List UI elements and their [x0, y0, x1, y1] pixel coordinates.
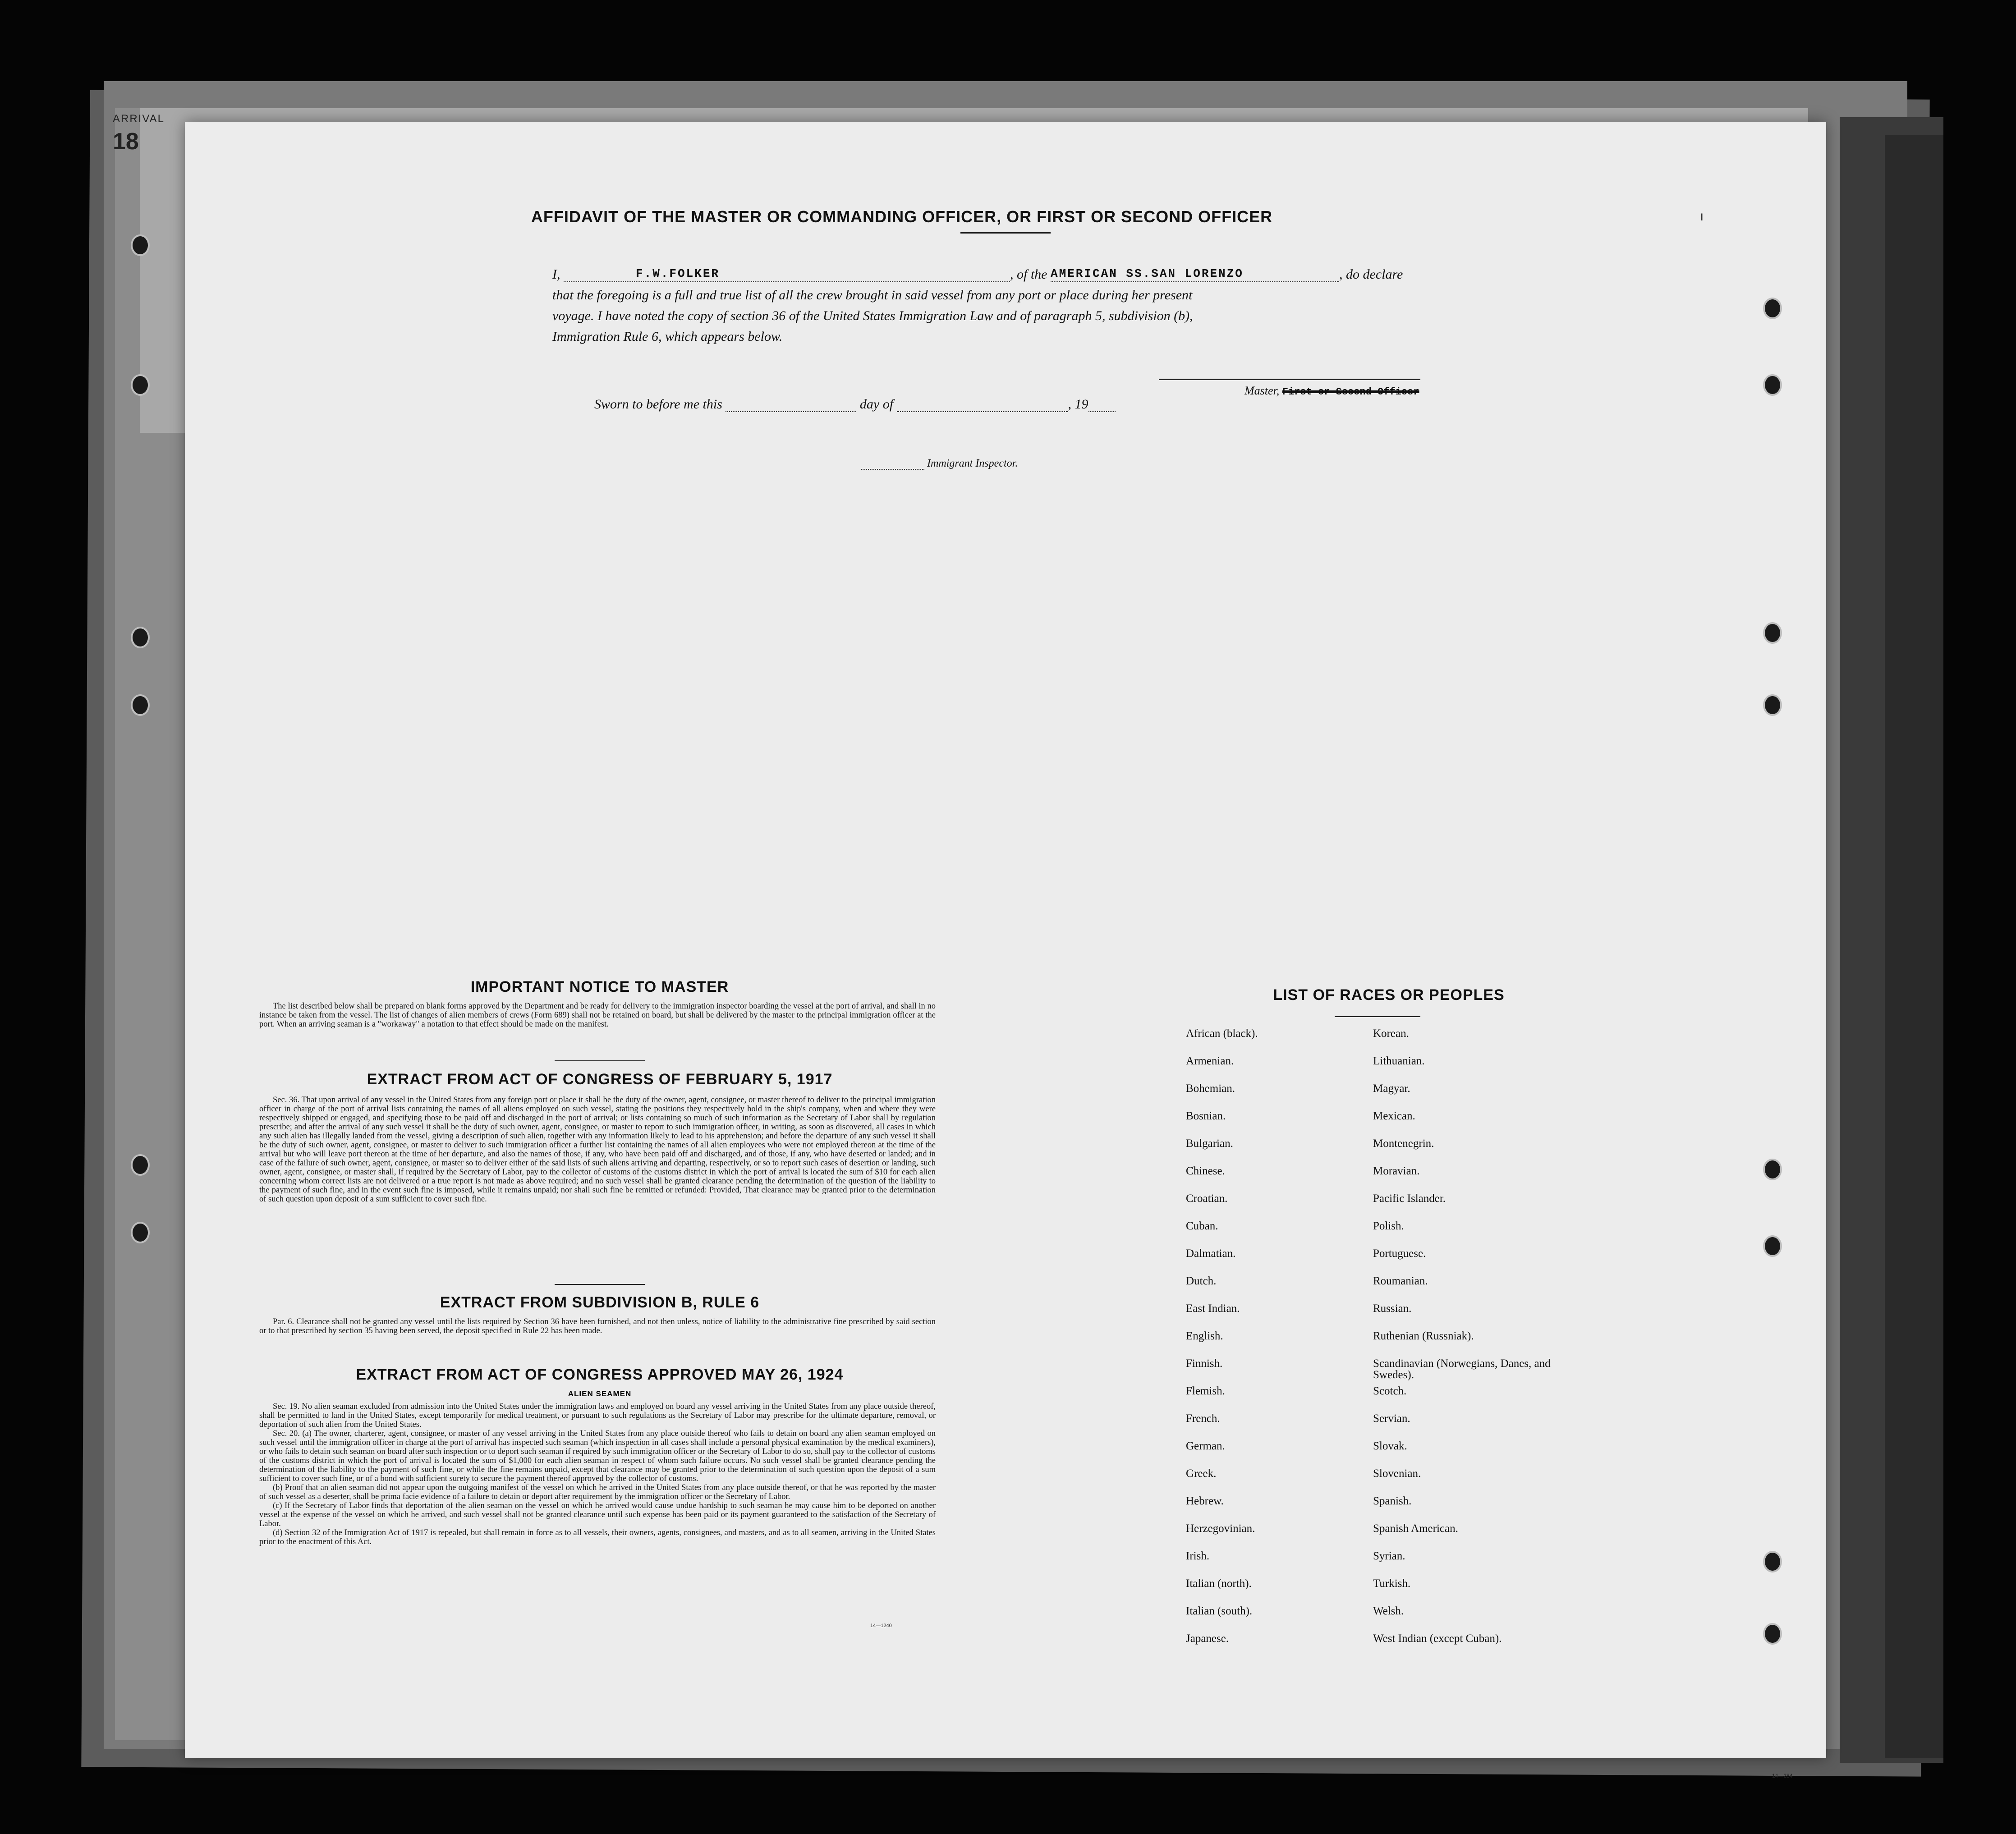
- punch-hole: [131, 234, 150, 256]
- inspector-label: Immigrant Inspector.: [927, 458, 1018, 469]
- day-of-label: day of: [859, 397, 894, 412]
- race-item: Cuban.: [1186, 1220, 1218, 1232]
- do-declare-label: , do declare: [1339, 267, 1403, 282]
- race-item: Moravian.: [1373, 1165, 1420, 1177]
- punch-hole: [1763, 1159, 1782, 1180]
- race-item: Italian (north).: [1186, 1577, 1252, 1590]
- race-item: Finnish.: [1186, 1357, 1223, 1370]
- race-item: Japanese.: [1186, 1632, 1229, 1645]
- punch-hole: [131, 1222, 150, 1243]
- punch-hole: [1763, 1235, 1782, 1257]
- punch-hole: [131, 627, 150, 648]
- sworn-line: [594, 397, 1116, 412]
- extract-rule6-title: EXTRACT FROM SUBDIVISION B, RULE 6: [440, 1294, 760, 1311]
- race-item: Greek.: [1186, 1467, 1217, 1480]
- race-item: Bulgarian.: [1186, 1137, 1233, 1150]
- sec-20c-text: (c) If the Secretary of Labor finds that deportation of the alien seaman on the vessel on which he arrived would cause undue hardship to such seaman he may cause him to be deported on another vessel at the expense of the vessel on which he arrived, and such vessel shall not be granted clearance until such expense has been paid or its payment guaranteed to the satisfaction of the Secretary of Labor.: [259, 1501, 936, 1528]
- master-name: F.W.FOLKER: [636, 267, 720, 280]
- race-item: Lithuanian.: [1373, 1055, 1425, 1067]
- of-the-label: , of the: [1010, 267, 1047, 282]
- punch-hole: [131, 694, 150, 716]
- extract-1924-title: EXTRACT FROM ACT OF CONGRESS APPROVED MAY 26, 1924: [356, 1366, 844, 1383]
- section-divider: [555, 1284, 645, 1285]
- affidavit-line-1: [552, 267, 1403, 282]
- extract-1924-text: [259, 1402, 936, 1546]
- race-item: Bohemian.: [1186, 1082, 1235, 1095]
- race-item: Slovenian.: [1373, 1467, 1421, 1480]
- race-item: Ruthenian (Russniak).: [1373, 1330, 1474, 1342]
- notice-text: The list described below shall be prepared on blank forms approved by the Department and be ready for delivery to the immigration inspector boarding the vessel at the port of arrival, and shall in no instance be taken from the vessel. The list of changes of alien members of crews (Form 689) shall not be retained on board, but shall be delivered by the master to the principal immigration officer at the port. When an arriving seaman is a "workaway" a notation to that effect should be made on the manifest.: [259, 1002, 936, 1029]
- affidavit-title: AFFIDAVIT OF THE MASTER OR COMMANDING OFFICER, OR FIRST OR SECOND OFFICER: [531, 207, 1273, 226]
- race-item: French.: [1186, 1412, 1220, 1425]
- race-item: Flemish.: [1186, 1385, 1225, 1397]
- race-item: Armenian.: [1186, 1055, 1234, 1067]
- extract-1917-text: Sec. 36. That upon arrival of any vessel in the United States from any foreign port or place it shall be the duty of the owner, agent, consignee, or master thereof to deliver to the principal immigration officer in charge of the port of arrival lists containing the names of all aliens employed on such vessel, stating the positions they respectively hold in the ship's company, when and where they were respectively shipped or engaged, and specifying those to be paid off and discharged in the port of arrival; or lists containing so much of such information as the Secretary of Labor shall by regulation prescribe; and after the arrival of any such vessel it shall be the duty of such owner, agent, consignee, or master to report to such immigration officer, in writing, as soon as discovered, all cases in which any such alien has illegally landed from the vessel, giving a description of such alien, together with any information likely to lead to his apprehension; and before the departure of any such vessel it shall be the duty of such owner, agent, consignee, or master to deliver to such immigration officer a further list containing the names of all alien employees who were not employed thereon at the time of the arrival but who will leave port thereon at the time of her departure, and also the names of those, if any, who have been paid off and discharged, and of those, if any, who have deserted or landed; and in case of the failure of such owner, agent, consignee, or master so to deliver either of the said lists of such aliens arriving and departing, respectively, or so to report such cases of desertion or landing, such owner, agent, consignee, or master shall, if required by the Secretary of Labor, pay to the collector of customs of the customs district in which the port of arrival is located the sum of $10 for each alien concerning whom correct lists are not delivered or a true report is not made as above required; and no such vessel shall be granted clearance pending the determination of the question of the liability to the payment of such fine, and in the event such fine is imposed, while it remains unpaid; nor shall such fine be remitted or refunded: Provided, That clearance may be granted prior to the determination of such question upon deposit of a sum sufficient to cover such fine.: [259, 1096, 936, 1204]
- race-item: Spanish.: [1373, 1495, 1412, 1507]
- inspector-line: [861, 458, 1018, 470]
- race-item: Dutch.: [1186, 1275, 1217, 1287]
- race-item: East Indian.: [1186, 1302, 1240, 1315]
- race-item: Scotch.: [1373, 1385, 1407, 1397]
- race-item: Roumanian.: [1373, 1275, 1428, 1287]
- i-label: I,: [552, 267, 560, 282]
- extract-1917-title: EXTRACT FROM ACT OF CONGRESS OF FEBRUARY 5, 1917: [367, 1071, 833, 1088]
- sworn-label: Sworn to before me this: [594, 397, 722, 412]
- races-title: LIST OF RACES OR PEOPLES: [1273, 986, 1505, 1004]
- margin-mark: ı: [1700, 209, 1704, 224]
- punch-hole: [1763, 1551, 1782, 1573]
- title-divider: [960, 232, 1051, 234]
- race-item: Herzegovinian.: [1186, 1522, 1255, 1535]
- sec-20d-text: (d) Section 32 of the Immigration Act of 1917 is repealed, but shall remain in force as to all vessels, their owners, agents, consignees, and masters, and as to all seamen, arriving in the United States prior to the enactment of this Act.: [259, 1528, 936, 1546]
- race-item: Montenegrin.: [1373, 1137, 1434, 1150]
- section-divider: [555, 1060, 645, 1061]
- race-item: Welsh.: [1373, 1605, 1404, 1617]
- punch-hole: [131, 1154, 150, 1176]
- race-item: Servian.: [1373, 1412, 1410, 1425]
- punch-hole: [1763, 1623, 1782, 1645]
- master-title-line: [1245, 384, 1419, 398]
- race-item: Magyar.: [1373, 1082, 1410, 1095]
- sec-19-text: Sec. 19. No alien seaman excluded from admission into the United States under the immigration laws and employed on board any vessel arriving in the United States from any place outside thereof, shall be permitted to land in the United States, except temporarily for medical treatment, or pursuant to such regulations as the Secretary of Labor may prescribe for the ultimate departure, removal, or deportation of such alien from the United States.: [259, 1402, 936, 1429]
- races-right-column: [1373, 1028, 1562, 1660]
- race-item: Turkish.: [1373, 1577, 1411, 1590]
- alien-seamen-subtitle: ALIEN SEAMEN: [568, 1389, 632, 1398]
- punch-hole: [1763, 622, 1782, 644]
- race-item: Chinese.: [1186, 1165, 1225, 1177]
- race-item: African (black).: [1186, 1027, 1258, 1040]
- extract-rule6-text: Par. 6. Clearance shall not be granted any vessel until the lists required by Section 36 have been furnished, and not then unless, notice of liability to the administrative fine prescribed by said section or to that prescribed by section 35 having been served, the deposit specified in Rule 22 has been made.: [259, 1317, 936, 1335]
- year-label: , 19: [1068, 397, 1088, 412]
- race-item: Irish.: [1186, 1550, 1210, 1562]
- races-left-column: [1186, 1028, 1258, 1660]
- race-item: Scandinavian (Norwegians, Danes, and Swedes).: [1373, 1357, 1551, 1381]
- corner-form-number: 14—284: [1772, 1773, 1793, 1779]
- punch-hole: [1763, 694, 1782, 716]
- struck-officer-text: First or Second Officer: [1282, 386, 1419, 398]
- stamp-number: 18: [113, 128, 139, 155]
- race-item: Mexican.: [1373, 1110, 1415, 1122]
- race-item: Pacific Islander.: [1373, 1192, 1446, 1205]
- race-item: Polish.: [1373, 1220, 1404, 1232]
- back-sheet-edge: [1885, 135, 1943, 1758]
- notice-title: IMPORTANT NOTICE TO MASTER: [470, 978, 729, 995]
- race-item: Dalmatian.: [1186, 1247, 1236, 1260]
- punch-hole: [131, 374, 150, 396]
- race-item: Croatian.: [1186, 1192, 1228, 1205]
- race-item: Spanish American.: [1373, 1522, 1458, 1535]
- stamp-label: ARRIVAL: [113, 113, 165, 125]
- punch-hole: [1763, 374, 1782, 396]
- affidavit-line-4: Immigration Rule 6, which appears below.: [552, 329, 783, 344]
- race-item: Syrian.: [1373, 1550, 1405, 1562]
- race-item: Bosnian.: [1186, 1110, 1226, 1122]
- master-label: Master,: [1245, 384, 1280, 397]
- race-item: German.: [1186, 1440, 1225, 1452]
- arrival-stamp: [113, 113, 185, 185]
- sec-20b-text: (b) Proof that an alien seaman did not appear upon the outgoing manifest of the vessel on which he arrived in the United States from any place outside thereof, or that he was reported by the master of such vessel as a deserter, shall be prima facie evidence of a failure to detain or deport after requirement by the immigration officer or the Secretary of Labor.: [259, 1483, 936, 1501]
- affidavit-line-3: voyage. I have noted the copy of section 36 of the United States Immigration Law and of paragraph 5, subdivision (b),: [552, 308, 1193, 323]
- sec-20a-text: Sec. 20. (a) The owner, charterer, agent, consignee, or master of any vessel arriving in the United States from any place outside thereof who fails to detain on board any alien seaman employed on such vessel until the immigration officer in charge at the port of arrival has inspected such seaman (which inspection in all cases shall include a personal physical examination by the medical examiners), or who fails to detain such seaman on board after such inspection or to deport such seaman if required by such immigration officer or the Secretary of Labor to do so, shall pay to the collector of customs of the customs district in which the port of arrival is located the sum of $1,000 for each alien seaman in respect of whom such failure occurs. No such vessel shall be granted clearance pending the determination of the liability to the payment of such fine, or while the fine remains unpaid, except that clearance may be granted prior to the determination of such question upon the deposit of a sum sufficient to cover such fine, or of a bond with sufficient surety to secure the payment thereof approved by the collector of customs.: [259, 1429, 936, 1483]
- race-item: Portuguese.: [1373, 1247, 1426, 1260]
- race-item: West Indian (except Cuban).: [1373, 1632, 1502, 1645]
- race-item: Russian.: [1373, 1302, 1412, 1315]
- affidavit-line-2: that the foregoing is a full and true list of all the crew brought in said vessel from any port or place during her present: [552, 288, 1193, 303]
- form-number: 14—1240: [870, 1623, 892, 1628]
- race-item: Hebrew.: [1186, 1495, 1224, 1507]
- vessel-name: AMERICAN SS.SAN LORENZO: [1051, 267, 1244, 280]
- master-signature-line: [1159, 379, 1420, 380]
- race-item: Korean.: [1373, 1027, 1409, 1040]
- race-item: Italian (south).: [1186, 1605, 1253, 1617]
- race-item: English.: [1186, 1330, 1223, 1342]
- punch-hole: [1763, 298, 1782, 319]
- race-item: Slovak.: [1373, 1440, 1407, 1452]
- races-divider: [1335, 1016, 1420, 1017]
